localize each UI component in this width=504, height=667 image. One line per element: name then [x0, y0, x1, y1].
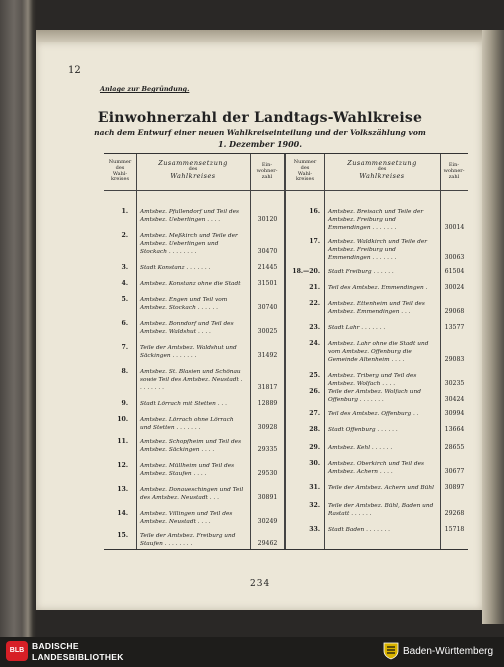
table-row-number: 31. [309, 484, 320, 491]
table-row-composition: Teile der Amtsbez. Wolfach und Offenburg . . . . . . . [328, 389, 421, 403]
table-row-composition: Amtsbez. Oberkirch und Teil des Amtsbez. Achern . . . . [328, 461, 425, 475]
table-row-population: 30928 [257, 424, 278, 431]
table-row-number: 32. [309, 502, 320, 509]
table-row-population: 31817 [257, 384, 278, 391]
table-row-population: 29068 [444, 308, 465, 315]
blb-name-line-1: BADISCHE [32, 641, 79, 651]
table-row-composition: Amtsbez. Breisach und Teile der Amtsbez. Freiburg und Emmendingen . . . . . . . [328, 209, 424, 231]
table-row-number: 2. [121, 232, 128, 239]
table-row-number: 3. [121, 264, 128, 271]
table-row-composition: Amtsbez. Müllheim und Teil des Amtsbez. Staufen . . . . [140, 463, 235, 477]
table-row-number: 16. [309, 208, 320, 215]
table-row-population: 30740 [257, 304, 278, 311]
table-row-population: 29530 [257, 470, 278, 477]
table-row-composition: Teile der Amtsbez. Bühl, Baden und Rastatt . . . . . . [328, 503, 434, 517]
column-center-rule [284, 154, 286, 549]
document-title: Einwohnerzahl der Landtags-Wahlkreise [97, 110, 423, 126]
blb-logo: BLB [6, 641, 28, 661]
table-row-population: 30025 [257, 328, 278, 335]
table-row-composition: Amtsbez. Triberg und Teil des Amtsbez. Wolfach . . . . [328, 373, 417, 387]
table-row-population: 30024 [444, 284, 465, 291]
header-composition-right: Zusammensetzung des Wahlkreises [347, 159, 417, 181]
table-row-population: 30994 [444, 410, 465, 417]
table-row-composition: Amtsbez. Kehl . . . . . . [328, 445, 393, 451]
page-number-bottom: 234 [250, 579, 271, 589]
table-row-composition: Amtsbez. Lörrach ohne Lörrach und Stetten . . . . . . . [140, 417, 234, 431]
table-row-number: 5. [121, 296, 128, 303]
table-row-population: 30891 [257, 494, 278, 501]
table-row-number: 30. [309, 460, 320, 467]
header-population-right: Ein- wohner- zahl [443, 162, 465, 180]
table-row-composition: Stadt Offenburg . . . . . . [328, 427, 398, 433]
table-row-population: 30249 [257, 518, 278, 525]
table-row-composition: Amtsbez. Engen und Teil vom Amtsbez. Stockach . . . . . . [140, 297, 228, 311]
table-row-population: 13664 [444, 426, 465, 433]
table-row-composition: Teil des Amtsbez. Emmendingen . [328, 285, 428, 291]
table-row-number: 33. [309, 526, 320, 533]
table-row-composition: Amtsbez. Donaueschingen und Teil des Amtsbez. Neustadt . . . [140, 487, 244, 501]
table-row-population: 15718 [444, 526, 465, 533]
table-row-composition: Amtsbez. Lahr ohne die Stadt und vom Amtsbez. Offenburg die Gemeinde Altenheim . . . . [328, 341, 429, 363]
table-row-number: 24. [309, 340, 320, 347]
table-row-composition: Amtsbez. Villingen und Teil des Amtsbez. Neustadt . . . . [140, 511, 233, 525]
table-row-number: 27. [309, 410, 320, 417]
header-population: Ein- wohner- zahl [256, 162, 278, 180]
table-row-population: 21445 [257, 264, 278, 271]
blb-name-line-2: LANDESBIBLIOTHEK [32, 652, 124, 662]
table-row-population: 30424 [444, 396, 465, 403]
table-row-composition: Stadt Freiburg . . . . . . [328, 269, 394, 275]
population-table [104, 153, 468, 550]
table-row-number: 22. [309, 300, 320, 307]
bw-label: Baden-Württemberg [403, 646, 494, 657]
table-row-number: 29. [309, 444, 320, 451]
table-row-population: 30014 [444, 224, 465, 231]
table-row-population: 61504 [444, 268, 465, 275]
table-row-number: 25. [309, 372, 320, 379]
table-row-population: 13577 [444, 324, 465, 331]
column-rule [324, 154, 325, 549]
table-row-population: 12889 [257, 400, 278, 407]
table-row-population: 29335 [257, 446, 278, 453]
subtitle-line-2: 1. Dezember 1900. [218, 139, 302, 149]
table-row-composition: Teile der Amtsbez. Freiburg und Staufen . . . . . . . . [140, 533, 236, 547]
table-row-population: 30897 [444, 484, 465, 491]
column-rule [136, 154, 137, 549]
table-row-number: 10. [117, 416, 128, 423]
table-row-population: 30470 [257, 248, 278, 255]
table-row-population: 30677 [444, 468, 465, 475]
table-row-number: 15. [117, 532, 128, 539]
header-number: Nummer des Wahl- kreises [108, 159, 132, 183]
table-row-composition: Stadt Lörrach mit Stetten . . . [140, 401, 227, 407]
table-row-number: 1. [121, 208, 128, 215]
table-row-composition: Teile der Amtsbez. Waldshut und Säckingen . . . . . . . [140, 345, 237, 359]
table-row-number: 8. [121, 368, 128, 375]
table-row-number: 21. [309, 284, 320, 291]
table-row-composition: Amtsbez. Ettenheim und Teil des Amtsbez. Emmendingen . . . [328, 301, 425, 315]
header-number-right: Nummer des Wahl- kreises [293, 159, 317, 183]
table-row-number: 11. [117, 438, 128, 445]
state-coat-of-arms-icon [383, 642, 399, 660]
table-row-composition: Stadt Lahr . . . . . . . [328, 325, 386, 331]
table-row-population: 28655 [444, 444, 465, 451]
table-row-population: 29268 [444, 510, 465, 517]
table-row-composition: Amtsbez. Pfullendorf und Teil des Amtsbez. Ueberlingen . . . . [140, 209, 240, 223]
table-row-number: 26. [309, 388, 320, 395]
table-row-number: 6. [121, 320, 128, 327]
table-row-composition: Amtsbez. St. Blasien und Schönau sowie Teil des Amtsbez. Neustadt . . . . . . . . [140, 369, 243, 391]
page-top-edge [36, 30, 504, 42]
page-stack-edge [482, 30, 504, 624]
table-row-number: 18.—20. [292, 268, 320, 275]
page-number-top: 12 [68, 65, 81, 76]
table-row-number: 9. [121, 400, 128, 407]
table-row-number: 14. [117, 510, 128, 517]
header-rule [104, 190, 468, 191]
table-row-composition: Amtsbez. Konstanz ohne die Stadt [140, 281, 241, 287]
table-row-number: 7. [121, 344, 128, 351]
table-row-composition: Amtsbez. Meßkirch und Teile der Amtsbez. Ueberlingen und Stockach . . . . . . . . [140, 233, 238, 255]
table-row-population: 31501 [257, 280, 278, 287]
table-row-number: 12. [117, 462, 128, 469]
table-row-composition: Stadt Konstanz . . . . . . . [140, 265, 211, 271]
table-row-population: 29083 [444, 356, 465, 363]
table-row-number: 28. [309, 426, 320, 433]
header-composition: Zusammensetzung des Wahlkreises [158, 159, 228, 181]
table-row-number: 4. [121, 280, 128, 287]
table-row-composition: Amtsbez. Bonndorf und Teil des Amtsbez. Waldshut . . . . [140, 321, 234, 335]
subtitle-line-1: nach dem Entwurf einer neuen Wahlkreiseinteilung und der Volkszählung vom [94, 128, 426, 137]
table-row-population: 30063 [444, 254, 465, 261]
table-row-composition: Teil des Amtsbez. Offenburg . . [328, 411, 419, 417]
table-row-composition: Teile der Amtsbez. Achern und Bühl [328, 485, 434, 491]
table-row-population: 29462 [257, 540, 278, 547]
table-row-number: 23. [309, 324, 320, 331]
table-row-composition: Amtsbez. Waldkirch und Teile der Amtsbez. Freiburg und Emmendingen . . . . . . . [328, 239, 428, 261]
table-row-population: 30120 [257, 216, 278, 223]
table-row-composition: Amtsbez. Schopfheim und Teil des Amtsbez. Säckingen . . . . [140, 439, 242, 453]
table-row-composition: Stadt Baden . . . . . . . [328, 527, 391, 533]
table-row-number: 17. [309, 238, 320, 245]
annex-label: Anlage zur Begründung. [100, 85, 190, 93]
table-row-number: 13. [117, 486, 128, 493]
table-row-population: 30235 [444, 380, 465, 387]
table-row-population: 31492 [257, 352, 278, 359]
